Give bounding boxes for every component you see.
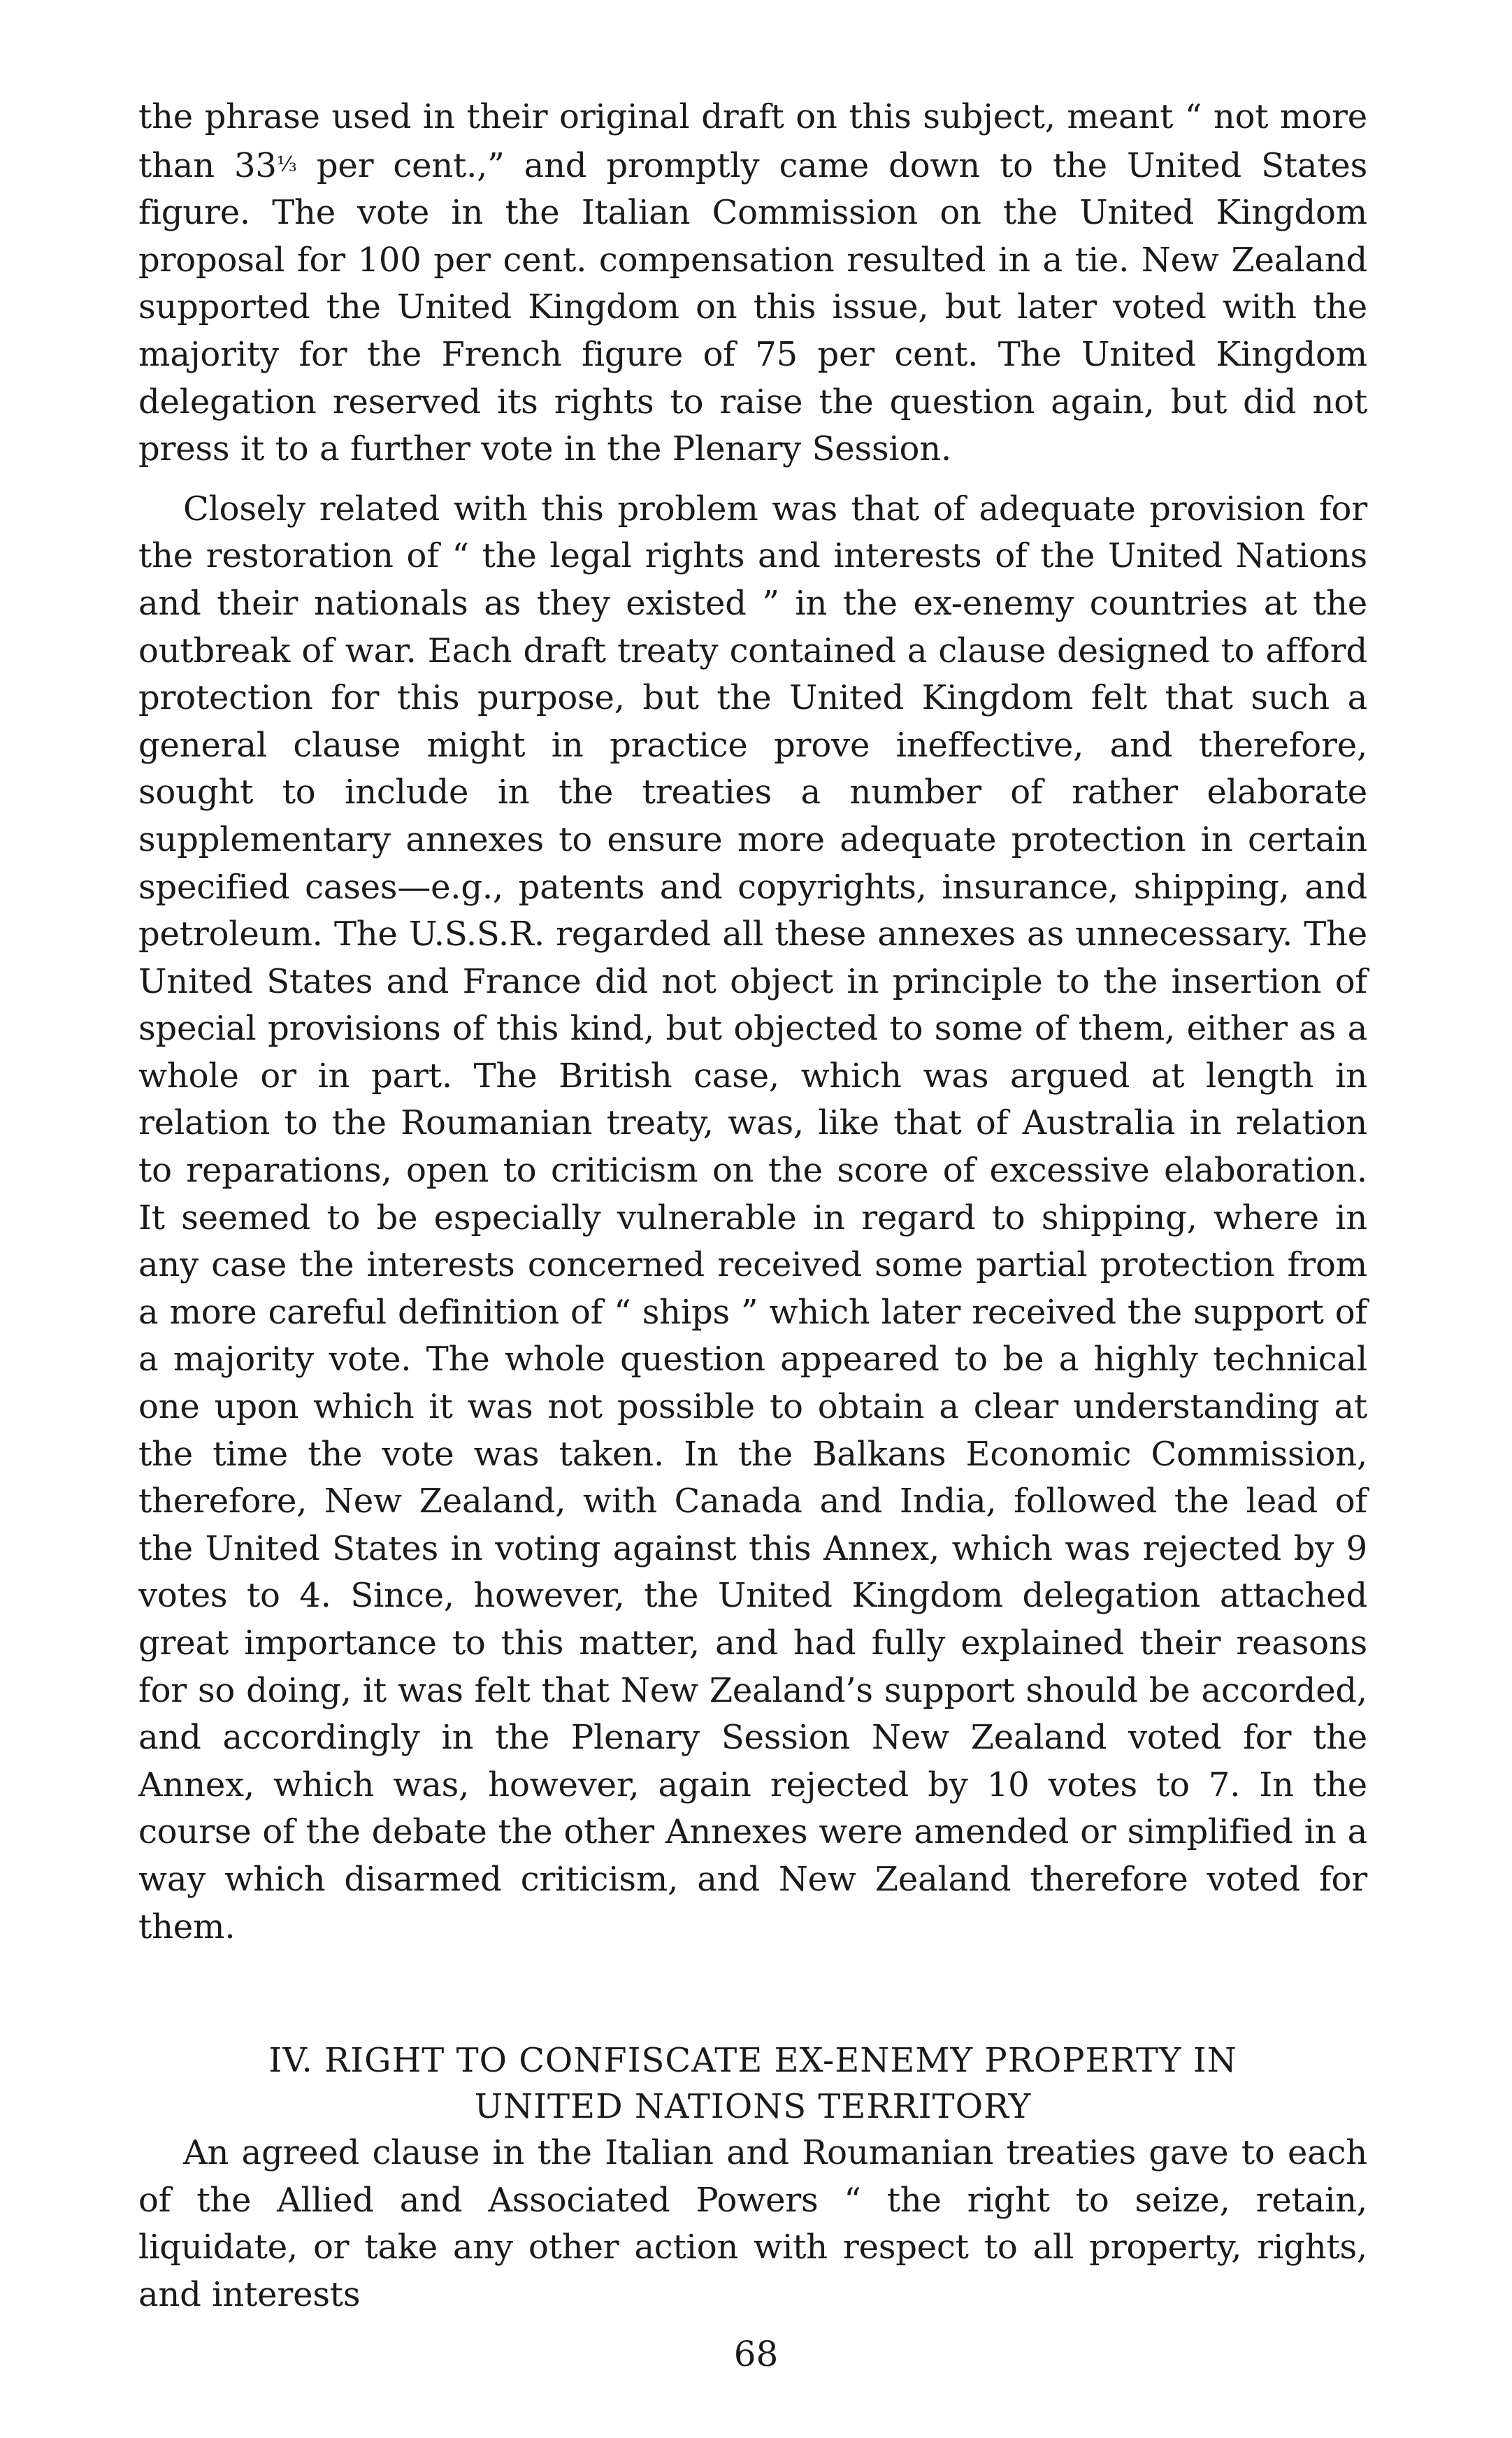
- page-number: 68: [733, 2334, 779, 2374]
- section-heading-line-1: IV. RIGHT TO CONFISCATE EX-ENEMY PROPERTY IN: [268, 2041, 1237, 2081]
- section-heading: [138, 2037, 1367, 2130]
- paragraph-2: Closely related with this problem was that of adequate provision for the restoration of “ the legal rights and interests of the United Nations and their nationals as they existed ” in the ex-enemy countries at the outbreak of war. Each draft treaty contained a clause designed to afford protection for this purpose, but the United Kingdom felt that such a general clause might in practice prove ineffective, and therefore, sought to include in the treaties a number of rather elaborate supplementary annexes to ensure more adequate protection in certain specified cases—e.g., patents and copyrights, insurance, shipping, and petroleum. The U.S.S.R. regarded all these annexes as unnecessary. The United States and France did not object in principle to the insertion of special provisions of this kind, but objected to some of them, either as a whole or in part. The British case, which was argued at length in relation to the Roumanian treaty, was, like that of Australia in relation to reparations, open to criticism on the score of excessive elaboration. It seemed to be especially vulnerable in regard to shipping, where in any case the interests concerned received some partial protection from a more careful definition of “ ships ” which later received the support of a majority vote. The whole question appeared to be a highly technical one upon which it was not possible to obtain a clear understanding at the time the vote was taken. In the Balkans Economic Commission, therefore, New Zealand, with Canada and India, followed the lead of the United States in voting against this Annex, which was rejected by 9 votes to 4. Since, however, the United Kingdom delegation attached great importance to this matter, and had fully explained their reasons for so doing, it was felt that New Zealand’s support should be accorded, and accordingly in the Plenary Session New Zealand voted for the Annex, which was, however, again rejected by 10 votes to 7. In the course of the debate the other Annexes were amended or simplified in a way which disarmed criticism, and New Zealand therefore voted for them.: [138, 489, 1367, 1946]
- page-body: [138, 94, 1367, 2319]
- paragraph-1-text-b: per cent.,” and promptly came down to the United States figure. The vote in the Italian Commission on the United Kingdom proposal for 100 per cent. compensation resulted in a tie. New Zealand supported the United Kingdom on this issue, but later voted with the majority for the French figure of 75 per cent. The United Kingdom delegation reserved its rights to raise the question again, but did not press it to a further vote in the Plenary Session.: [138, 145, 1367, 469]
- paragraph-1-text-a: the phrase used in their original draft on this subject, meant “ not more than 33: [138, 97, 1367, 185]
- section-heading-line-2: UNITED NATIONS TERRITORY: [474, 2087, 1032, 2127]
- paragraph-1: [138, 94, 1367, 473]
- fraction-one-third: ⅓: [276, 152, 297, 177]
- paragraph-3: An agreed clause in the Italian and Roumanian treaties gave to each of the Allied and Associated Powers “ the right to seize, retain, liquidate, or take any other action with respect to all property, rights, and interests: [138, 2133, 1367, 2314]
